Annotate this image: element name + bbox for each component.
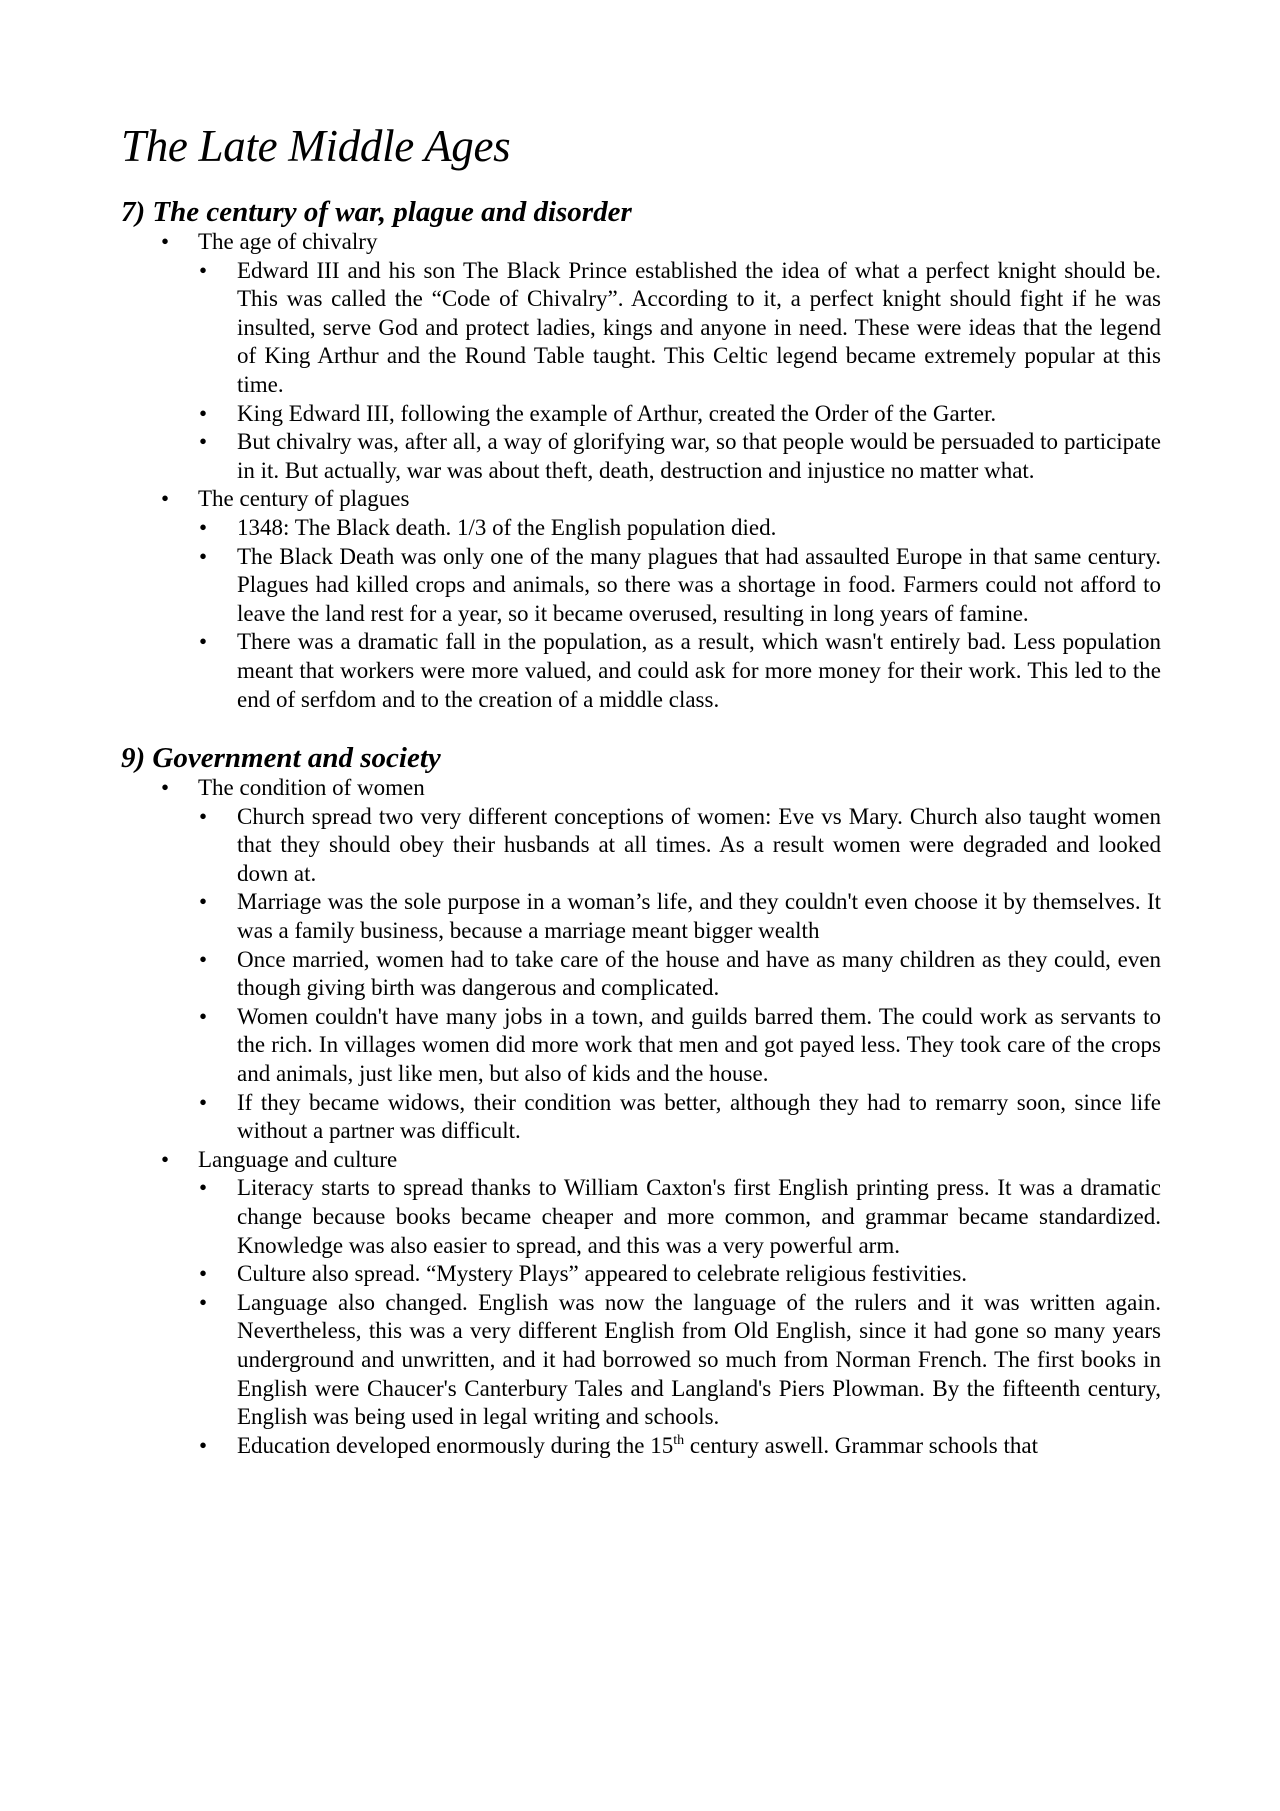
point-list (121, 514, 1161, 714)
point-text: There was a dramatic fall in the population, as a result, which wasn't entirely bad. Less population meant that workers were more valued, and could ask for more money for their work. This led to the end of serfdom and to the creation of a middle class. (237, 629, 1161, 712)
point-text: If they became widows, their condition was better, although they had to remarry soon, since life without a partner was difficult. (237, 1089, 1161, 1144)
point-text: Women couldn't have many jobs in a town, and guilds barred them. The could work as servants to the rich. In villages women did more work that men and got payed less. They took care of the crops and animals, just like men, but also of kids and the house. (237, 1003, 1161, 1087)
bullet-icon: • (161, 775, 170, 801)
topic-language-and-culture (121, 1146, 1161, 1461)
topic-age-of-chivalry (121, 228, 1161, 485)
list-item (121, 628, 1161, 714)
bullet-icon: • (161, 486, 170, 512)
point-text-end: century aswell. Grammar schools that (684, 1432, 1038, 1458)
list-item (121, 946, 1161, 1003)
bullet-icon: • (161, 1146, 170, 1172)
list-item (121, 543, 1161, 629)
list-item (121, 888, 1161, 945)
point-text-start: Education developed enormously during the 15 (237, 1432, 674, 1458)
point-text: Marriage was the sole purpose in a woman’s life, and they couldn't even choose it by themselves. It was a family business, because a marriage meant bigger wealth (237, 889, 1161, 944)
list-item (121, 428, 1161, 485)
point-text: Edward III and his son The Black Prince established the idea of what a perfect knight should be. This was called the “Code of Chivalry”. According to it, a perfect knight should fight if he was insulted, serve God and protect ladies, kings and anyone in need. These were ideas that the legend of King Arthur and the Round Table taught. This Celtic legend became extremely popular at this time. (237, 257, 1161, 397)
point-list (121, 1174, 1161, 1460)
list-item (121, 803, 1161, 889)
bullet-icon: • (199, 1003, 208, 1029)
section-war-plague (121, 196, 1161, 714)
bullet-icon: • (199, 889, 208, 915)
list-item (121, 1432, 1161, 1461)
bullet-icon: • (161, 229, 170, 254)
page-title: The Late Middle Ages (121, 121, 511, 171)
point-text: Church spread two very different conceptions of women: Eve vs Mary. Church also taught women that they should obey their husbands at all times. As a result women were degraded and looked down at. (237, 803, 1161, 886)
topic-label: The condition of women (198, 775, 425, 801)
bullet-icon: • (199, 1432, 208, 1458)
section-heading: 9) Government and society (121, 742, 441, 775)
bullet-icon: • (199, 543, 208, 569)
bullet-icon: • (199, 1089, 208, 1115)
bullet-icon: • (199, 429, 208, 455)
bullet-icon: • (199, 629, 208, 655)
bullet-icon: • (199, 1289, 208, 1315)
section-heading: 7) The century of war, plague and disorder (121, 196, 632, 228)
list-item (121, 1089, 1161, 1146)
bullet-icon: • (199, 946, 208, 972)
list-item (121, 1260, 1161, 1289)
list-item (121, 514, 1161, 543)
point-text: The Black Death was only one of the many plagues that had assaulted Europe in that same century. Plagues had killed crops and animals, so there was a shortage in food. Farmers could not afford to leave the land rest for a year, so it became overused, resulting in long years of famine. (237, 543, 1161, 626)
point-text: But chivalry was, after all, a way of glorifying war, so that people would be persuaded to participate in it. But actually, war was about theft, death, destruction and injustice no matter what. (237, 429, 1161, 483)
bullet-icon: • (199, 257, 208, 283)
bullet-icon: • (199, 400, 208, 426)
topic-list (121, 228, 1161, 714)
topic-list (121, 774, 1161, 1460)
list-item (121, 1003, 1161, 1089)
topic-condition-of-women (121, 774, 1161, 1146)
point-list (121, 257, 1161, 486)
point-list (121, 803, 1161, 1146)
topic-label: The century of plagues (198, 486, 410, 512)
topic-label: The age of chivalry (198, 229, 378, 254)
topic-century-of-plagues (121, 485, 1161, 714)
point-text: King Edward III, following the example of Arthur, created the Order of the Garter. (237, 400, 997, 426)
list-item (121, 400, 1161, 429)
bullet-icon: • (199, 1261, 208, 1287)
point-text (237, 1432, 1161, 1461)
bullet-icon: • (199, 1175, 208, 1201)
point-text: Literacy starts to spread thanks to William Caxton's first English printing press. It was a dramatic change because books became cheaper and more common, and grammar became standardized. Knowledge was also easier to spread, and this was a very powerful arm. (237, 1175, 1161, 1258)
point-text: Culture also spread. “Mystery Plays” appeared to celebrate religious festivities. (237, 1261, 968, 1287)
ordinal-suffix: th (673, 1432, 685, 1448)
document-page (121, 116, 1161, 1460)
point-text: 1348: The Black death. 1/3 of the English population died. (237, 514, 777, 540)
topic-label: Language and culture (198, 1146, 398, 1172)
bullet-icon: • (199, 514, 208, 540)
list-item (121, 257, 1161, 400)
point-text: Once married, women had to take care of the house and have as many children as they could, even though giving birth was dangerous and complicated. (237, 946, 1161, 1001)
section-government-society (121, 742, 1161, 1460)
point-text: Language also changed. English was now the language of the rulers and it was written again. Nevertheless, this was a very different English from Old English, since it had gone so many years underground and unwritten, and it had borrowed so much from Norman French. The first books in English were Chaucer's Canterbury Tales and Langland's Piers Plowman. By the fifteenth century, English was being used in legal writing and schools. (237, 1289, 1161, 1430)
bullet-icon: • (199, 803, 208, 829)
list-item (121, 1174, 1161, 1260)
list-item (121, 1289, 1161, 1432)
